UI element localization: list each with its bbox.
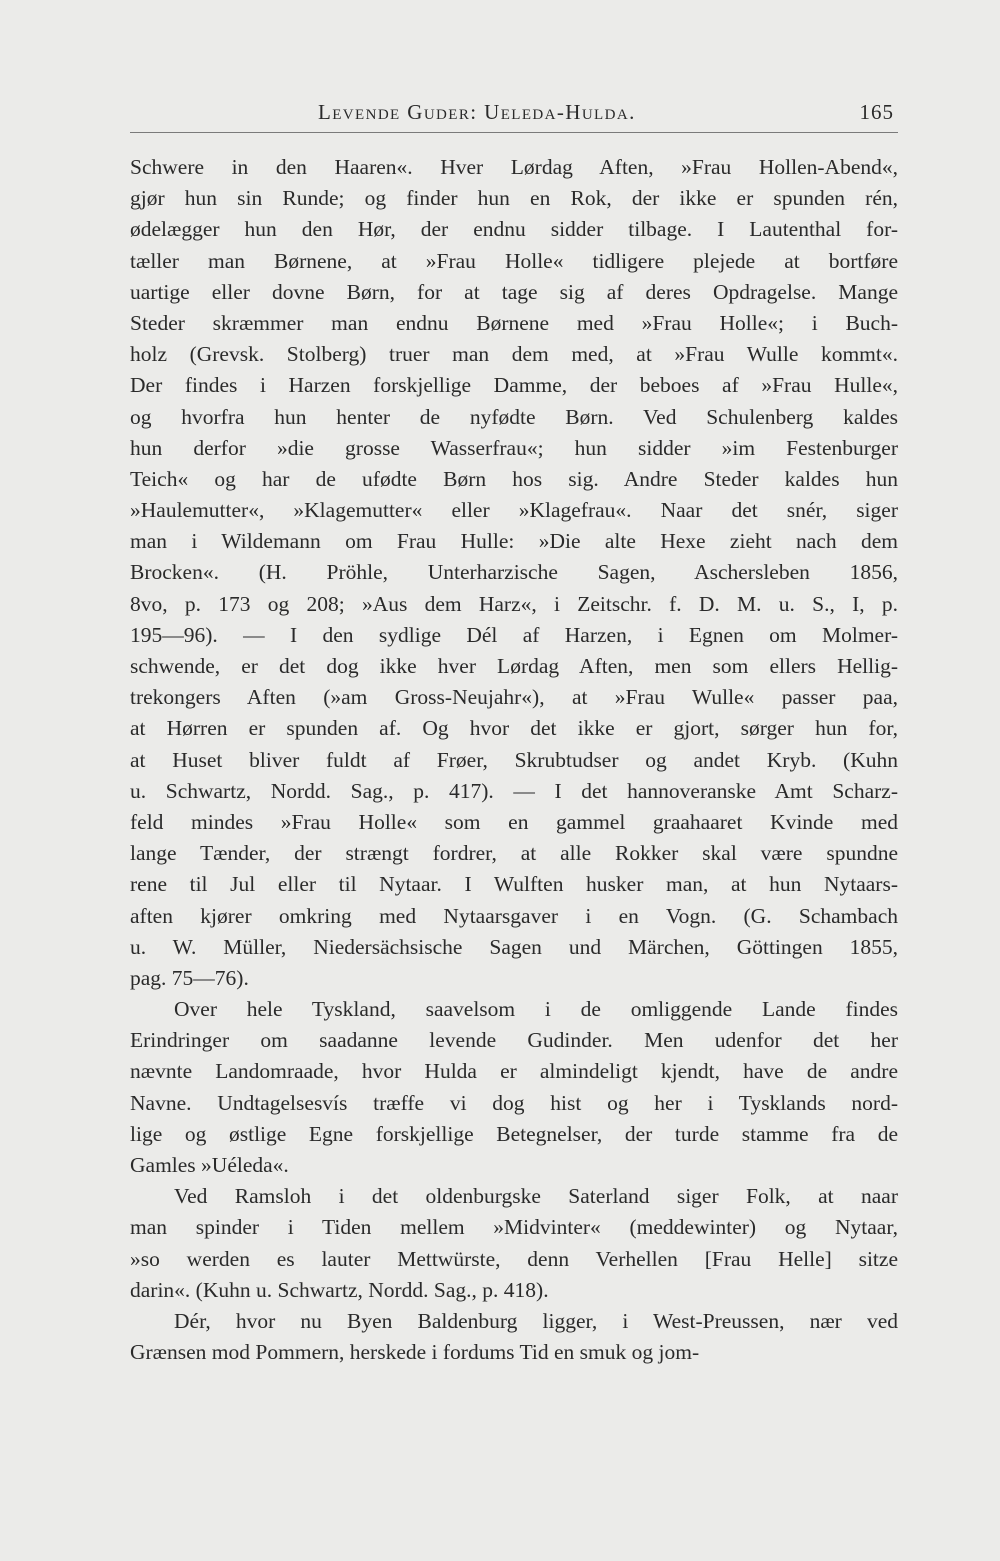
text-line: Brocken«. (H. Pröhle, Unterharzische Sagen, Aschersleben 1856, — [130, 560, 898, 585]
paragraph — [130, 1181, 898, 1306]
text-line: Steder skræmmer man endnu Børnene med »Frau Holle«; i Buch- — [130, 310, 898, 335]
text-line: Grænsen mod Pommern, herskede i fordums Tid en smuk og jom- — [130, 1340, 700, 1365]
text-line: »Haulemutter«, »Klagemutter« eller »Klagefrau«. Naar det snér, siger — [130, 498, 898, 523]
text-line: Schwere in den Haaren«. Hver Lørdag Aften, »Frau Hollen-Abend«, — [130, 155, 898, 179]
text-line: 195—96). — I den sydlige Dél af Harzen, i Egnen om Molmer- — [130, 622, 898, 647]
text-line: rene til Jul eller til Nytaar. I Wulften husker man, at hun Nytaars- — [130, 872, 898, 897]
text-line: man spinder i Tiden mellem »Midvinter« (meddewinter) og Nytaar, — [130, 1215, 898, 1240]
text-line: man i Wildemann om Frau Hulle: »Die alte Hexe zieht nach dem — [130, 529, 898, 554]
text-line: schwende, er det dog ikke hver Lørdag Aften, men som ellers Hellig- — [130, 654, 898, 678]
header-rule — [130, 132, 898, 133]
text-line: Dér, hvor nu Byen Baldenburg ligger, i West-Preussen, nær ved — [174, 1308, 898, 1333]
text-line: uartige eller dovne Børn, for at tage sig af deres Opdragelse. Mange — [130, 279, 898, 304]
text-line: at Hørren er spunden af. Og hvor det ikke er gjort, sørger hun for, — [130, 716, 898, 741]
text-line: feld mindes »Frau Holle« som en gammel graahaaret Kvinde med — [130, 809, 898, 834]
running-head: Levende Guder: Ueleda-Hulda. — [318, 100, 636, 124]
text-line: Gamles »Uéleda«. — [130, 1153, 289, 1177]
page-number: 165 — [859, 100, 894, 124]
text-line: u. W. Müller, Niedersächsische Sagen und Märchen, Göttingen 1855, — [130, 934, 898, 959]
text-line: trekongers Aften (»am Gross-Neujahr«), at »Frau Wulle« passer paa, — [130, 685, 898, 710]
text-line: gjør hun sin Runde; og finder hun en Rok, der ikke er spunden rén, — [130, 186, 898, 211]
paragraph — [130, 1306, 898, 1368]
text-line: hun derfor »die grosse Wasserfrau«; hun sidder »im Festenburger — [130, 435, 898, 460]
text-line: lange Tænder, der strængt fordrer, at alle Rokker skal være spundne — [130, 841, 898, 866]
text-line: Ved Ramsloh i det oldenburgske Saterland siger Folk, at naar — [174, 1184, 898, 1209]
paragraph — [130, 152, 898, 994]
text-line: at Huset bliver fuldt af Frøer, Skrubtudser og andet Kryb. (Kuhn — [130, 747, 898, 772]
text-line: 8vo, p. 173 og 208; »Aus dem Harz«, i Zeitschr. f. D. M. u. S., I, p. — [130, 591, 898, 616]
text-line: u. Schwartz, Nordd. Sag., p. 417). — I det hannoveranske Amt Scharz- — [130, 778, 898, 803]
body-text — [130, 152, 898, 1368]
text-line: aften kjører omkring med Nytaarsgaver i en Vogn. (G. Schambach — [130, 903, 898, 928]
text-line: ødelægger hun den Hør, der endnu sidder tilbage. I Lautenthal for- — [130, 217, 898, 242]
text-line: »so werden es lauter Mettwürste, denn Verhellen [Frau Helle] sitze — [130, 1246, 898, 1271]
paragraph — [130, 994, 898, 1181]
text-line: Der findes i Harzen forskjellige Damme, der beboes af »Frau Hulle«, — [130, 373, 898, 398]
text-line: Erindringer om saadanne levende Gudinder. Men udenfor det her — [130, 1028, 898, 1053]
text-line: Over hele Tyskland, saavelsom i de omliggende Lande findes — [174, 997, 898, 1022]
text-line: Navne. Undtagelsesvís træffe vi dog hist og her i Tysklands nord- — [130, 1090, 898, 1115]
text-line: pag. 75—76). — [130, 965, 249, 990]
text-line: darin«. (Kuhn u. Schwartz, Nordd. Sag., p. 418). — [130, 1277, 549, 1302]
text-line: og hvorfra hun henter de nyfødte Børn. Ved Schulenberg kaldes — [130, 404, 898, 429]
text-line: tæller man Børnene, at »Frau Holle« tidligere plejede at bortføre — [130, 248, 898, 273]
page-header — [130, 98, 898, 134]
text-line: nævnte Landomraade, hvor Hulda er almindeligt kjendt, have de andre — [130, 1059, 898, 1084]
text-line: holz (Grevsk. Stolberg) truer man dem med, at »Frau Wulle kommt«. — [130, 342, 898, 367]
text-line: lige og østlige Egne forskjellige Betegnelser, der turde stamme fra de — [130, 1121, 898, 1146]
text-line: Teich« og har de ufødte Børn hos sig. Andre Steder kaldes hun — [130, 466, 898, 491]
